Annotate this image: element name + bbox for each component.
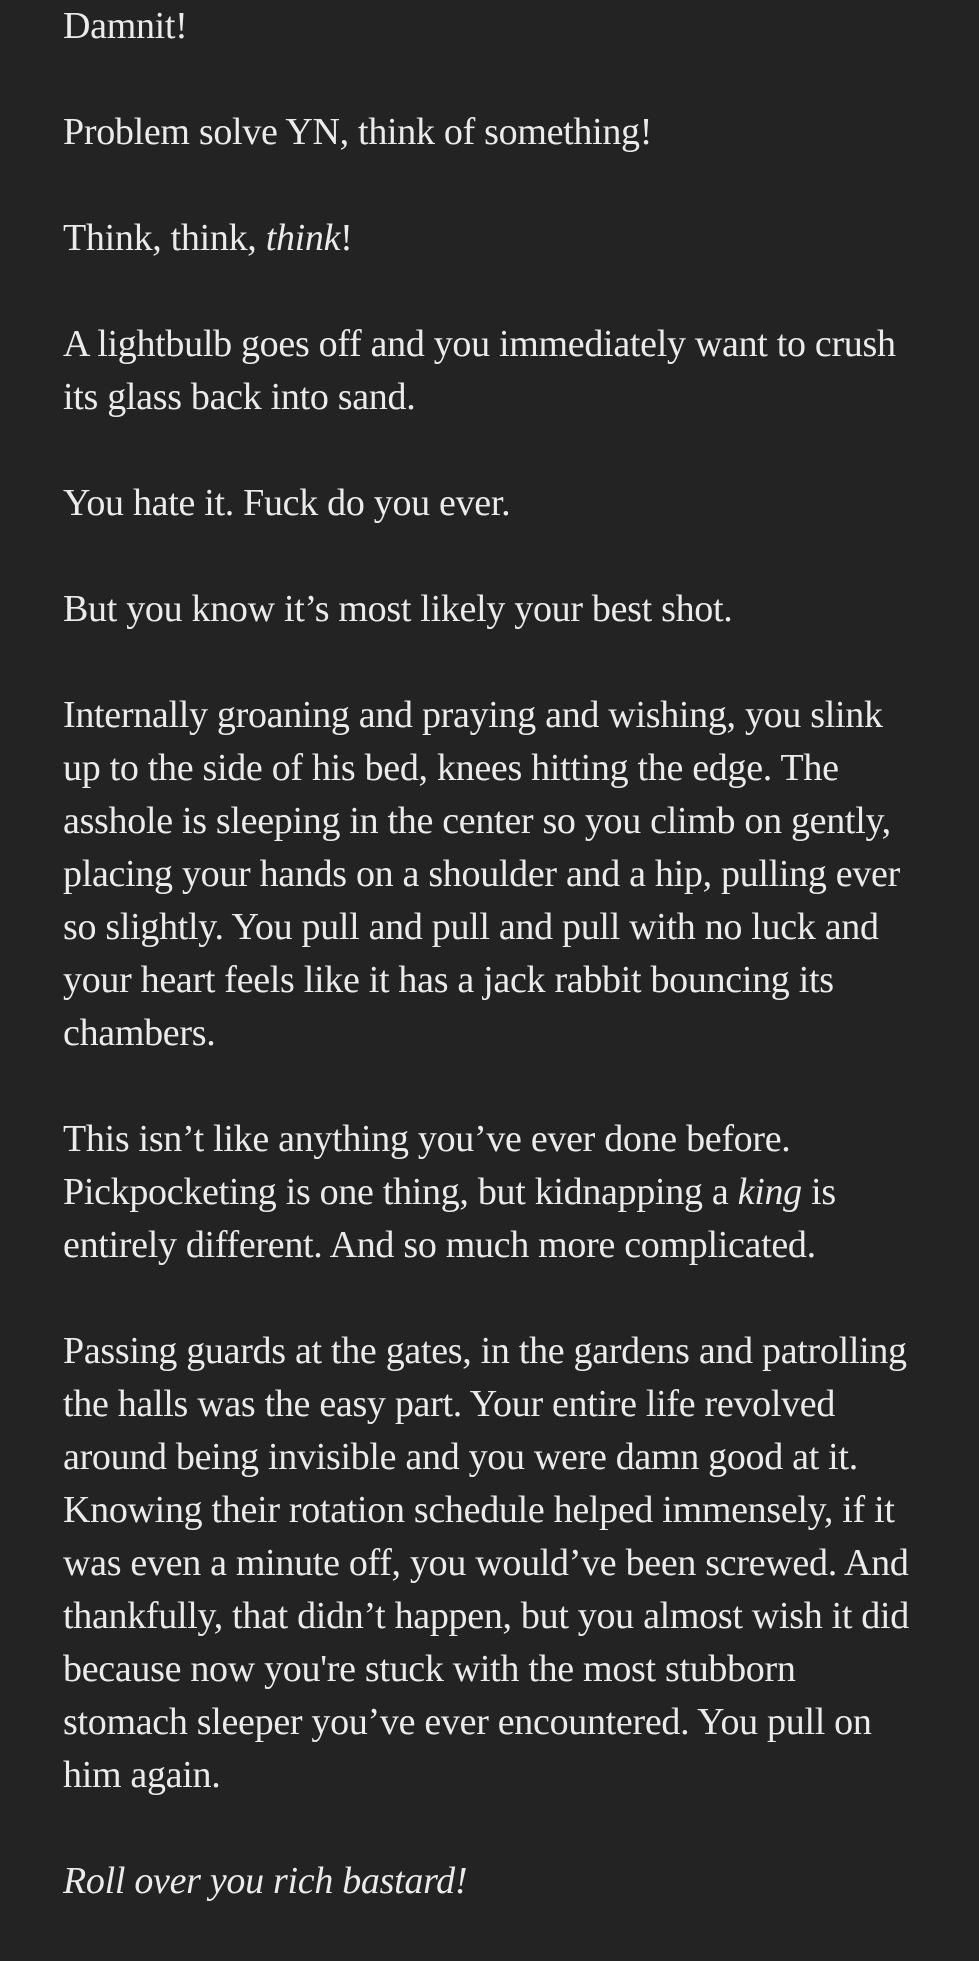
text-segment: Problem solve YN, think of something!: [63, 111, 653, 153]
italic-text-segment: king: [737, 1171, 802, 1213]
paragraph: [63, 1325, 923, 1802]
paragraph: [63, 689, 923, 1060]
text-segment: A lightbulb goes off and you immediately want to crush its glass back into sand.: [63, 323, 896, 418]
paragraph: [63, 0, 923, 53]
paragraph: [63, 1113, 923, 1272]
text-segment: You hate it. Fuck do you ever.: [63, 482, 511, 524]
text-segment: Think, think,: [63, 217, 266, 259]
paragraph: [63, 583, 923, 636]
italic-text-segment: Roll over you rich bastard!: [63, 1860, 468, 1902]
paragraph: [63, 318, 923, 424]
text-segment: But you know it’s most likely your best shot.: [63, 588, 733, 630]
paragraph: [63, 106, 923, 159]
italic-text-segment: think: [265, 217, 341, 259]
paragraph: [63, 477, 923, 530]
text-segment: !: [340, 217, 353, 259]
paragraph: [63, 212, 923, 265]
text-segment: is entirely different. And so much more complicated.: [63, 1171, 836, 1266]
text-segment: Passing guards at the gates, in the gardens and patrolling the halls was the easy part. Your entire life revolved around being invisible and you were damn good at it. Knowing their rotation schedule helped immensely, if it was even a minute off, you would’ve been screwed. And thankfully, that didn’t happen, but you almost wish it did because now you're stuck with the most stubborn stomach sleeper you’ve ever encountered. You pull on him again.: [63, 1330, 909, 1796]
text-segment: Damnit!: [63, 5, 188, 47]
paragraph: [63, 1855, 923, 1908]
story-text: [63, 0, 923, 1961]
text-segment: This isn’t like anything you’ve ever done before. Pickpocketing is one thing, but kidnapping a: [63, 1118, 791, 1213]
text-segment: Internally groaning and praying and wishing, you slink up to the side of his bed, knees hitting the edge. The asshole is sleeping in the center so you climb on gently, placing your hands on a shoulder and a hip, pulling ever so slightly. You pull and pull and pull with no luck and your heart feels like it has a jack rabbit bouncing its chambers.: [63, 694, 900, 1054]
